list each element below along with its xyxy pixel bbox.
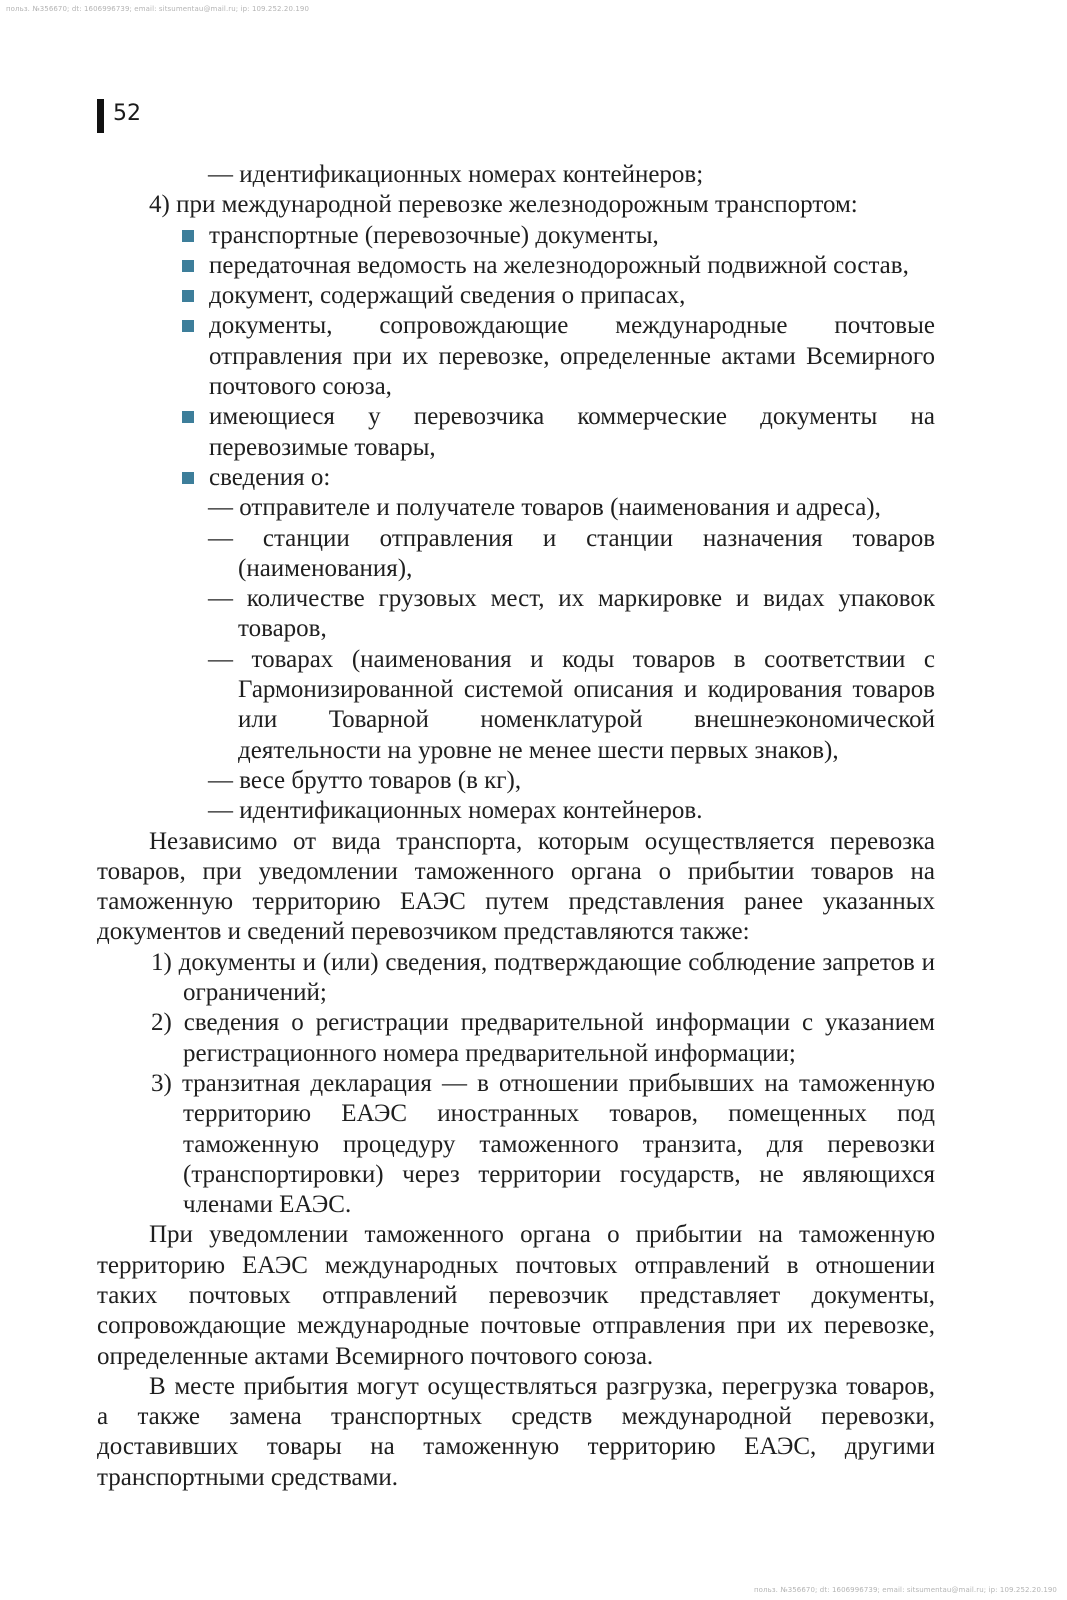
page-number-bar: [97, 99, 104, 133]
dash-item: — станции отправления и станции назначения товаров (наименования),: [208, 524, 935, 582]
dash-item: — идентификационных номерах контейнеров;: [208, 161, 704, 188]
bullet-item: [97, 311, 935, 402]
numbered-item: 3) транзитная декларация — в отношении прибывших на таможенную территорию ЕАЭС иностранных товаров, помещенных под таможенную процедуру таможенного транзита, для перевозки (транспортировки) через территории государств, не являющихся членами ЕАЭС.: [151, 1069, 935, 1219]
bullet-item: [97, 463, 935, 493]
square-bullet-icon: [182, 290, 194, 302]
watermark-top: польз. №356670; dt: 1606996739; email: sitsumentau@mail.ru; ip: 109.252.20.190: [6, 5, 310, 13]
square-bullet-icon: [182, 230, 194, 242]
page-number: 52: [113, 101, 141, 126]
paragraph: Независимо от вида транспорта, которым осуществляется перевозка товаров, при уведомлении таможенного органа о прибытии товаров на таможенную территорию ЕАЭС путем представления ранее указанных документов и сведений перевозчиком представляются также:: [97, 827, 935, 946]
dash-item: — идентификационных номерах контейнеров.: [208, 797, 703, 825]
dash-item: — отправителе и получателе товаров (наименования и адреса),: [208, 494, 881, 522]
square-bullet-icon: [182, 260, 194, 272]
bullet-text: сведения о:: [209, 463, 331, 491]
numbered-item: 2) сведения о регистрации предварительной информации с указанием регистрационного номера предварительной информации;: [151, 1009, 935, 1067]
watermark-bottom: польз. №356670; dt: 1606996739; email: sitsumentau@mail.ru; ip: 109.252.20.190: [753, 1586, 1057, 1594]
numbered-heading: 4) при международной перевозке железнодорожным транспортом:: [149, 191, 858, 219]
square-bullet-icon: [182, 411, 194, 423]
paragraph: При уведомлении таможенного органа о прибытии на таможенную территорию ЕАЭС международных почтовых отправлений в отношении таких почтовых отправлений перевозчик представляет документы, сопровождающие международные почтовые отправления при их перевозке, определенные актами Всемирного почтового союза.: [97, 1221, 935, 1370]
bullet-text: транспортные (перевозочные) документы,: [209, 221, 659, 249]
page-body: [97, 160, 935, 1493]
bullet-text: передаточная ведомость на железнодорожный подвижной состав,: [209, 251, 909, 279]
paragraph: В месте прибытия могут осуществляться разгрузка, перегрузка товаров, а также замена транспортных средств международной перевозки, доставивших товары на таможенную территорию ЕАЭС, другими транспортными средствами.: [97, 1372, 935, 1491]
bullet-text: документ, содержащий сведения о припасах,: [209, 282, 686, 310]
bullet-item: [97, 281, 935, 311]
bullet-item: [97, 251, 935, 281]
bullet-item: [97, 221, 935, 251]
bullet-text: документы, сопровождающие международные почтовые отправления при их перевозке, определенные актами Всемирного почтового союза,: [209, 312, 935, 401]
dash-item: — весе брутто товаров (в кг),: [208, 766, 522, 794]
bullet-text: имеющиеся у перевозчика коммерческие документы на перевозимые товары,: [209, 403, 935, 461]
dash-item: — количестве грузовых мест, их маркировке и видах упаковок товаров,: [208, 585, 935, 643]
bullet-item: [97, 402, 935, 463]
square-bullet-icon: [182, 472, 194, 484]
dash-item: — товарах (наименования и коды товаров в соответствии с Гармонизированной системой описания и кодирования товаров или Товарной номенклатурой внешнеэкономической деятельности на уровне не менее шести первых знаков),: [208, 645, 935, 764]
square-bullet-icon: [182, 320, 194, 332]
numbered-item: 1) документы и (или) сведения, подтверждающие соблюдение запретов и ограничений;: [151, 948, 935, 1007]
